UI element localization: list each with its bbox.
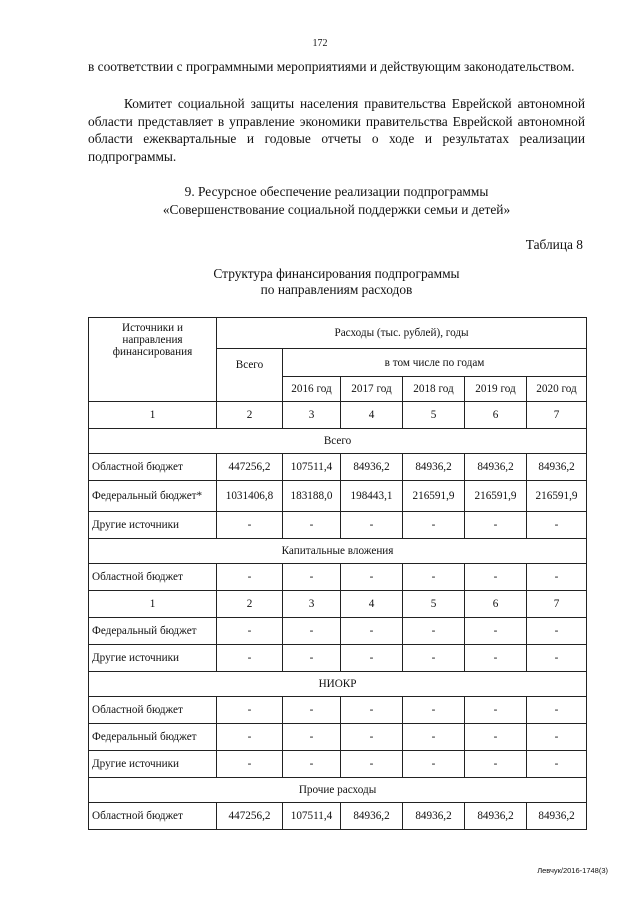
cell-value: 84936,2 xyxy=(527,803,587,830)
section-title-cell: Всего xyxy=(89,429,587,454)
column-number: 7 xyxy=(527,591,587,618)
table-label: Таблица 8 xyxy=(525,237,583,252)
table-row xyxy=(89,618,587,645)
cell-value: 216591,9 xyxy=(527,481,587,512)
header-year: 2017 год xyxy=(341,377,403,402)
cell-value: - xyxy=(403,512,465,539)
column-number: 5 xyxy=(403,591,465,618)
row-source: Федеральный бюджет xyxy=(89,724,217,751)
cell-value: - xyxy=(527,512,587,539)
header-expenses: Расходы (тыс. рублей), годы xyxy=(217,318,587,349)
row-source: Областной бюджет xyxy=(89,697,217,724)
cell-value: - xyxy=(527,564,587,591)
table-row xyxy=(89,564,587,591)
table-row xyxy=(89,724,587,751)
cell-value: - xyxy=(465,512,527,539)
column-number: 4 xyxy=(341,402,403,429)
cell-value: - xyxy=(341,618,403,645)
cell-value: - xyxy=(527,618,587,645)
table-title xyxy=(88,266,585,298)
cell-value: - xyxy=(527,751,587,778)
header-year: 2018 год xyxy=(403,377,465,402)
cell-value: 216591,9 xyxy=(403,481,465,512)
cell-value: - xyxy=(527,697,587,724)
table-title-line-2: по направлениям расходов xyxy=(260,282,413,297)
header-year: 2016 год xyxy=(283,377,341,402)
cell-value: - xyxy=(341,645,403,672)
page-number: 172 xyxy=(312,38,328,49)
cell-value: - xyxy=(217,724,283,751)
header-year: 2020 год xyxy=(527,377,587,402)
cell-value: - xyxy=(465,751,527,778)
cell-value: - xyxy=(217,618,283,645)
table-row xyxy=(89,645,587,672)
header-by-years: в том числе по годам xyxy=(283,349,587,377)
paragraph-1: в соответствии с программными мероприятиями и действующим законодательством. xyxy=(88,59,575,74)
paragraph-2: Комитет социальной защиты населения правительства Еврейской автономной области представляет в управление экономики правительства Еврейской автономной области ежеквартальные и годовые отчеты о ходе и результатах реализации подпрограммы. xyxy=(88,96,585,164)
cell-value: 84936,2 xyxy=(527,454,587,481)
cell-value: - xyxy=(465,564,527,591)
cell-value: - xyxy=(217,512,283,539)
cell-value: - xyxy=(217,697,283,724)
section-row-other xyxy=(89,778,587,803)
cell-value: 198443,1 xyxy=(341,481,403,512)
financing-table xyxy=(88,317,587,830)
section-title xyxy=(88,183,585,218)
cell-value: 107511,4 xyxy=(283,803,341,830)
table-row xyxy=(89,481,587,512)
row-source: Другие источники xyxy=(89,645,217,672)
cell-value: 107511,4 xyxy=(283,454,341,481)
column-number: 6 xyxy=(465,402,527,429)
column-number: 1 xyxy=(89,591,217,618)
footer-code: Левчук/2016-1748(3) xyxy=(537,866,608,875)
cell-value: - xyxy=(527,724,587,751)
section-title-line-1: 9. Ресурсное обеспечение реализации подпрограммы xyxy=(184,184,489,199)
header-year: 2019 год xyxy=(465,377,527,402)
cell-value: - xyxy=(403,564,465,591)
cell-value: 84936,2 xyxy=(465,803,527,830)
cell-value: - xyxy=(465,724,527,751)
cell-value: - xyxy=(283,697,341,724)
cell-value: 447256,2 xyxy=(217,803,283,830)
cell-value: 447256,2 xyxy=(217,454,283,481)
header-total: Всего xyxy=(217,349,283,402)
column-numbers-row xyxy=(89,402,587,429)
cell-value: - xyxy=(403,751,465,778)
cell-value: - xyxy=(465,697,527,724)
table-row xyxy=(89,803,587,830)
section-title-cell: Капитальные вложения xyxy=(89,539,587,564)
cell-value: 1031406,8 xyxy=(217,481,283,512)
header-row-1 xyxy=(89,318,587,349)
column-number: 3 xyxy=(283,591,341,618)
cell-value: - xyxy=(341,751,403,778)
cell-value: 216591,9 xyxy=(465,481,527,512)
row-source: Областной бюджет xyxy=(89,564,217,591)
column-numbers-row-repeat xyxy=(89,591,587,618)
cell-value: - xyxy=(403,645,465,672)
cell-value: - xyxy=(283,724,341,751)
cell-value: - xyxy=(341,697,403,724)
column-number: 6 xyxy=(465,591,527,618)
section-title-cell: НИОКР xyxy=(89,672,587,697)
row-source: Другие источники xyxy=(89,512,217,539)
section-row-total xyxy=(89,429,587,454)
cell-value: 183188,0 xyxy=(283,481,341,512)
cell-value: - xyxy=(403,724,465,751)
table-row xyxy=(89,751,587,778)
cell-value: 84936,2 xyxy=(403,454,465,481)
cell-value: - xyxy=(283,618,341,645)
row-source: Другие источники xyxy=(89,751,217,778)
cell-value: - xyxy=(283,512,341,539)
section-title-line-2: «Совершенствование социальной поддержки семьи и детей» xyxy=(162,201,511,217)
cell-value: - xyxy=(341,564,403,591)
table-title-line-1: Структура финансирования подпрограммы xyxy=(213,266,460,281)
cell-value: - xyxy=(283,564,341,591)
header-source-column: Источники и направления финансирования xyxy=(89,318,217,402)
cell-value: 84936,2 xyxy=(403,803,465,830)
cell-value: - xyxy=(341,724,403,751)
row-source: Федеральный бюджет* xyxy=(89,481,217,512)
cell-value: 84936,2 xyxy=(341,454,403,481)
cell-value: - xyxy=(465,645,527,672)
cell-value: - xyxy=(465,618,527,645)
cell-value: - xyxy=(217,645,283,672)
column-number: 1 xyxy=(89,402,217,429)
cell-value: - xyxy=(283,645,341,672)
table-row xyxy=(89,454,587,481)
cell-value: 84936,2 xyxy=(341,803,403,830)
column-number: 2 xyxy=(217,402,283,429)
column-number: 2 xyxy=(217,591,283,618)
table-row xyxy=(89,697,587,724)
section-row-rnd xyxy=(89,672,587,697)
column-number: 7 xyxy=(527,402,587,429)
cell-value: - xyxy=(403,618,465,645)
cell-value: - xyxy=(217,751,283,778)
column-number: 5 xyxy=(403,402,465,429)
cell-value: - xyxy=(527,645,587,672)
row-source: Областной бюджет xyxy=(89,454,217,481)
column-number: 3 xyxy=(283,402,341,429)
table-row xyxy=(89,512,587,539)
cell-value: - xyxy=(341,512,403,539)
cell-value: 84936,2 xyxy=(465,454,527,481)
section-row-capital xyxy=(89,539,587,564)
cell-value: - xyxy=(217,564,283,591)
column-number: 4 xyxy=(341,591,403,618)
cell-value: - xyxy=(403,697,465,724)
row-source: Федеральный бюджет xyxy=(89,618,217,645)
cell-value: - xyxy=(283,751,341,778)
row-source: Областной бюджет xyxy=(89,803,217,830)
section-title-cell: Прочие расходы xyxy=(89,778,587,803)
